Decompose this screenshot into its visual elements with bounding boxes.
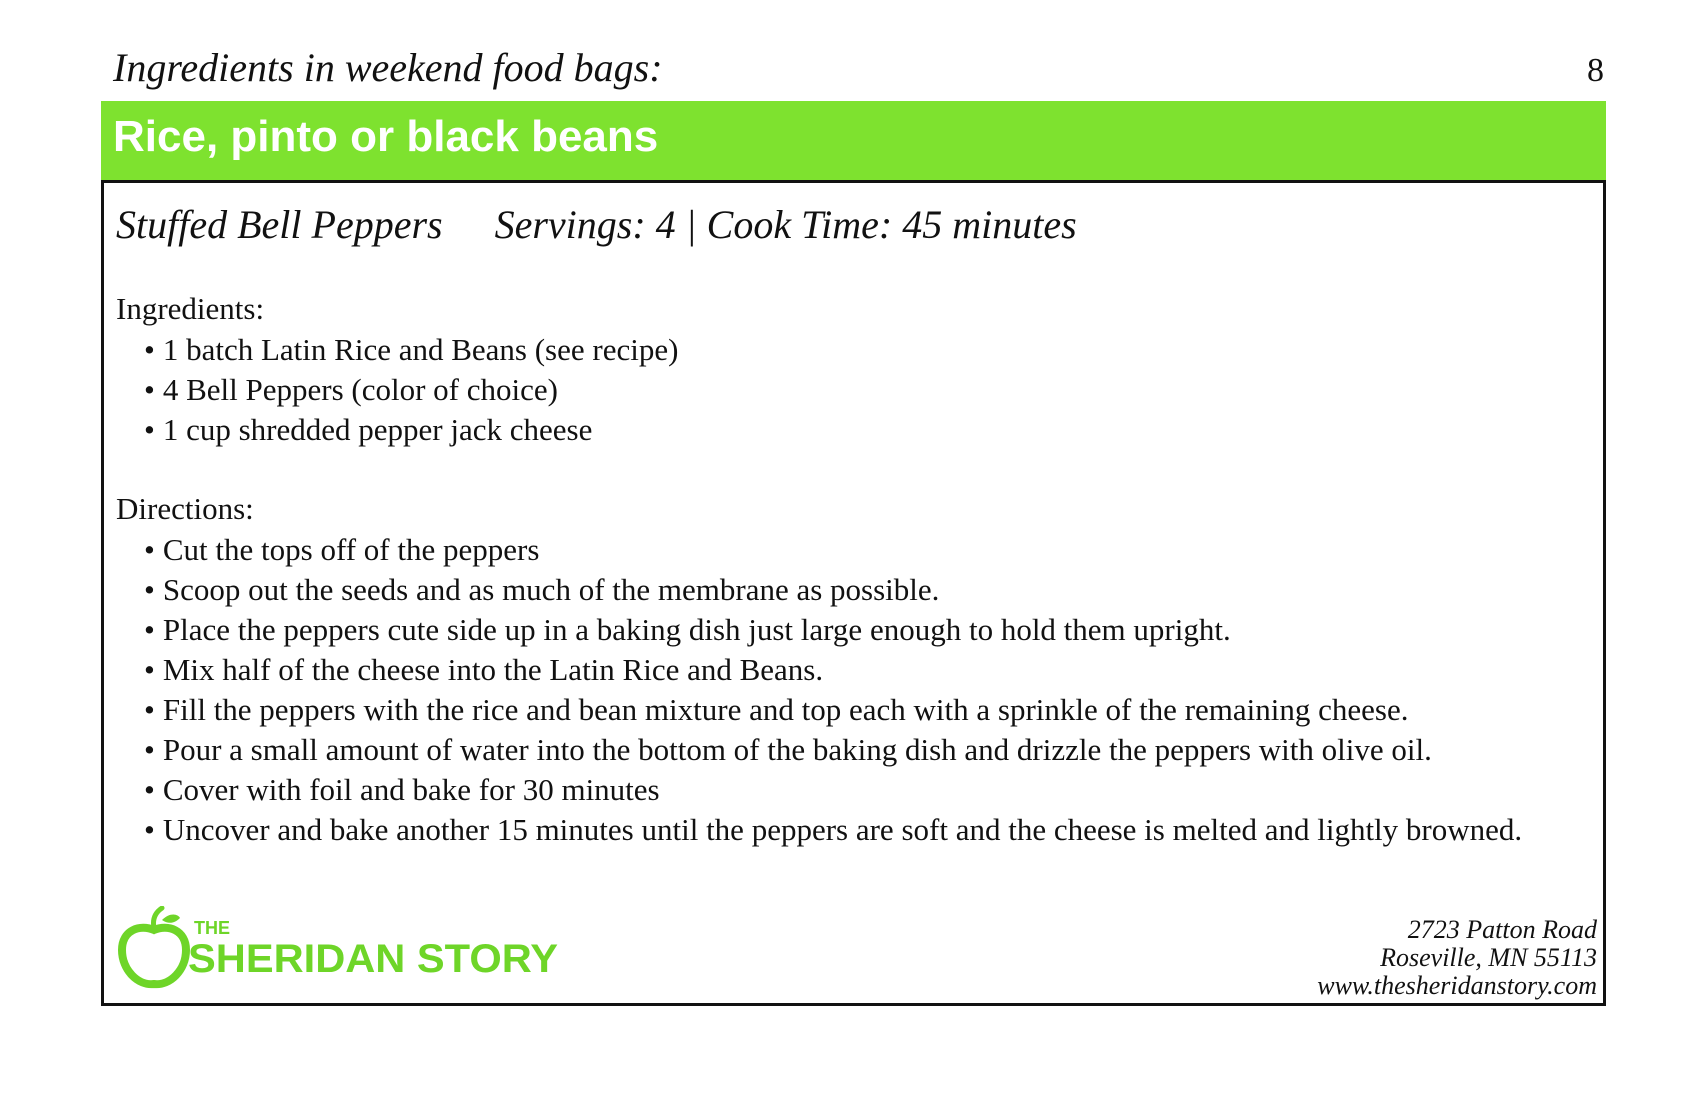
address-line-1: 2723 Patton Road: [1407, 915, 1597, 944]
website-link[interactable]: www.thesheridanstory.com: [1317, 971, 1597, 1000]
list-item: • 4 Bell Peppers (color of choice): [144, 372, 558, 407]
directions-label: Directions:: [116, 491, 254, 526]
address-line-2: Roseville, MN 55113: [1380, 943, 1597, 972]
logo-the-text: THE: [194, 918, 230, 938]
list-item: • Cover with foil and bake for 30 minutes: [144, 772, 660, 807]
page-heading: Ingredients in weekend food bags:: [113, 45, 663, 90]
list-item: • Pour a small amount of water into the bottom of the baking dish and drizzle the peppers with olive oil.: [144, 732, 1432, 767]
ingredients-label: Ingredients:: [116, 291, 265, 326]
recipe-title-row: [116, 202, 1077, 247]
banner-title: Rice, pinto or black beans: [113, 112, 659, 161]
recipe-name: Stuffed Bell Peppers: [116, 202, 443, 247]
list-item: • Mix half of the cheese into the Latin Rice and Beans.: [144, 652, 824, 687]
list-item: • 1 batch Latin Rice and Beans (see recipe): [144, 332, 679, 367]
list-item: • Place the peppers cute side up in a baking dish just large enough to hold them upright.: [144, 612, 1231, 647]
recipe-meta: Servings: 4 | Cook Time: 45 minutes: [494, 202, 1077, 247]
recipe-card: [101, 180, 1606, 1006]
logo-wordmark: SHERIDAN STORY: [188, 937, 559, 981]
directions-list: [144, 530, 1564, 850]
list-item: • Fill the peppers with the rice and bean mixture and top each with a sprinkle of the remaining cheese.: [144, 692, 1409, 727]
sheridan-story-logo: [118, 906, 568, 990]
list-item: • Cut the tops off of the peppers: [144, 532, 540, 567]
list-item: • Scoop out the seeds and as much of the membrane as possible.: [144, 572, 940, 607]
category-banner: [101, 101, 1606, 180]
address-block: [1317, 916, 1597, 1000]
ingredients-list: [144, 330, 1564, 450]
apple-icon: [122, 908, 186, 984]
list-item: • 1 cup shredded pepper jack cheese: [144, 412, 593, 447]
page-number: 8: [1587, 52, 1604, 89]
list-item: • Uncover and bake another 15 minutes until the peppers are soft and the cheese is melted and lightly browned.: [144, 812, 1523, 847]
